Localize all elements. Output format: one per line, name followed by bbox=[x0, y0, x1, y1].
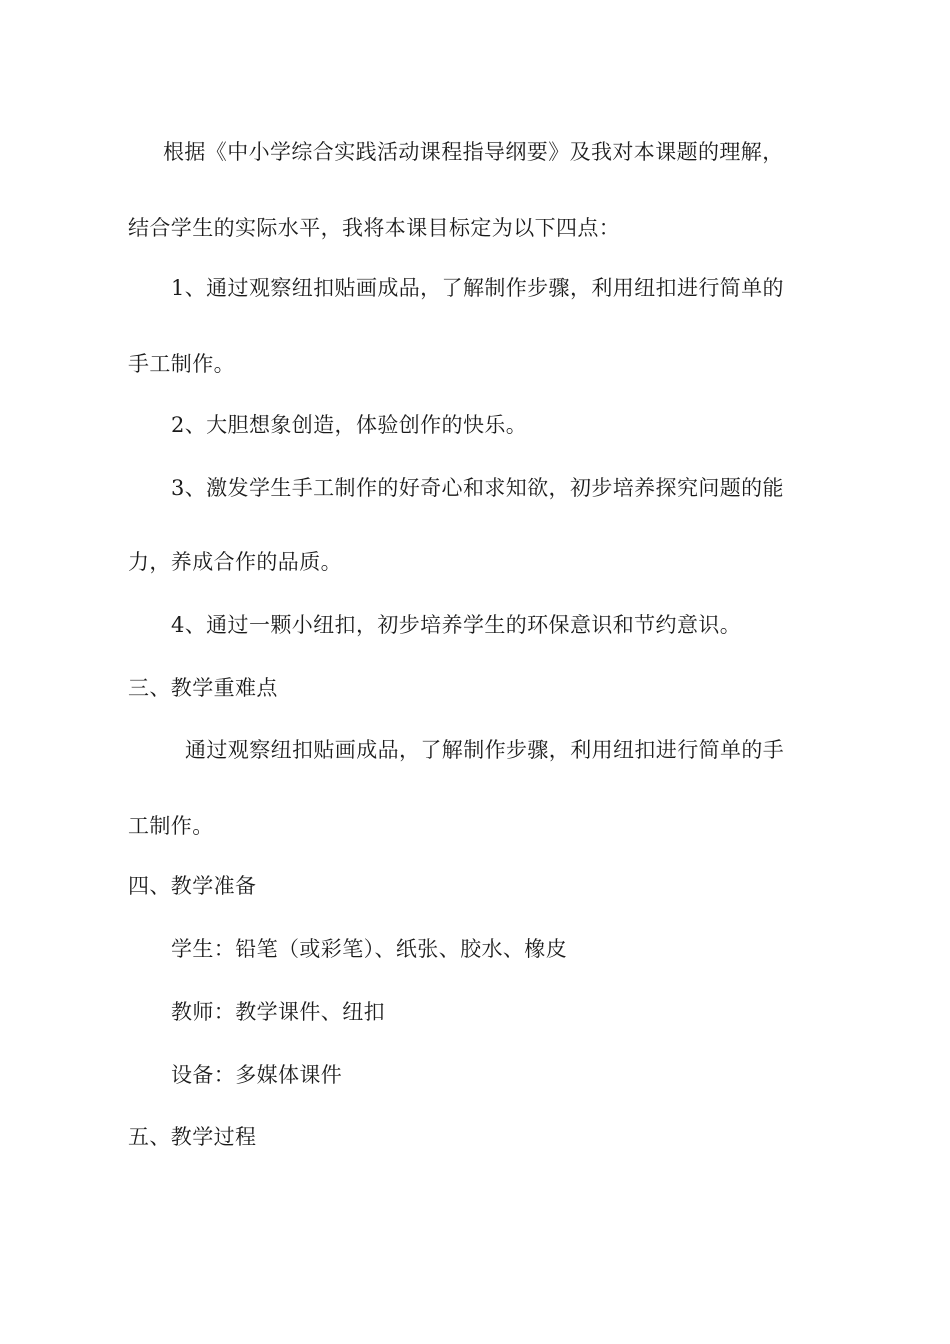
goal-2: 2、大胆想象创造，体验创作的快乐。 bbox=[171, 413, 528, 437]
goal-3-line-1: 3、激发学生手工制作的好奇心和求知欲，初步培养探究问题的能 bbox=[171, 476, 784, 500]
section-heading-process: 五、教学过程 bbox=[128, 1125, 257, 1149]
preparation-equipment: 设备：多媒体课件 bbox=[171, 1063, 343, 1087]
goal-4: 4、通过一颗小纽扣，初步培养学生的环保意识和节约意识。 bbox=[171, 613, 742, 637]
goal-1-line-2: 手工制作。 bbox=[128, 352, 235, 376]
paragraph-goals-intro-line-2: 结合学生的实际水平，我将本课目标定为以下四点： bbox=[128, 216, 621, 240]
goal-3-line-2: 力，养成合作的品质。 bbox=[128, 550, 342, 574]
preparation-students: 学生：铅笔（或彩笔）、纸张、胶水、橡皮 bbox=[171, 937, 568, 961]
goal-1-line-1: 1、通过观察纽扣贴画成品，了解制作步骤，利用纽扣进行简单的 bbox=[171, 276, 784, 300]
section-heading-key-points: 三、教学重难点 bbox=[128, 676, 278, 700]
key-points-line-1: 通过观察纽扣贴画成品，了解制作步骤，利用纽扣进行简单的手 bbox=[185, 738, 785, 762]
section-heading-preparation: 四、教学准备 bbox=[128, 874, 257, 898]
preparation-teacher: 教师：教学课件、纽扣 bbox=[171, 1000, 385, 1024]
paragraph-goals-intro-line-1: 根据《中小学综合实践活动课程指导纲要》及我对本课题的理解， bbox=[163, 140, 784, 164]
key-points-line-2: 工制作。 bbox=[128, 814, 214, 838]
